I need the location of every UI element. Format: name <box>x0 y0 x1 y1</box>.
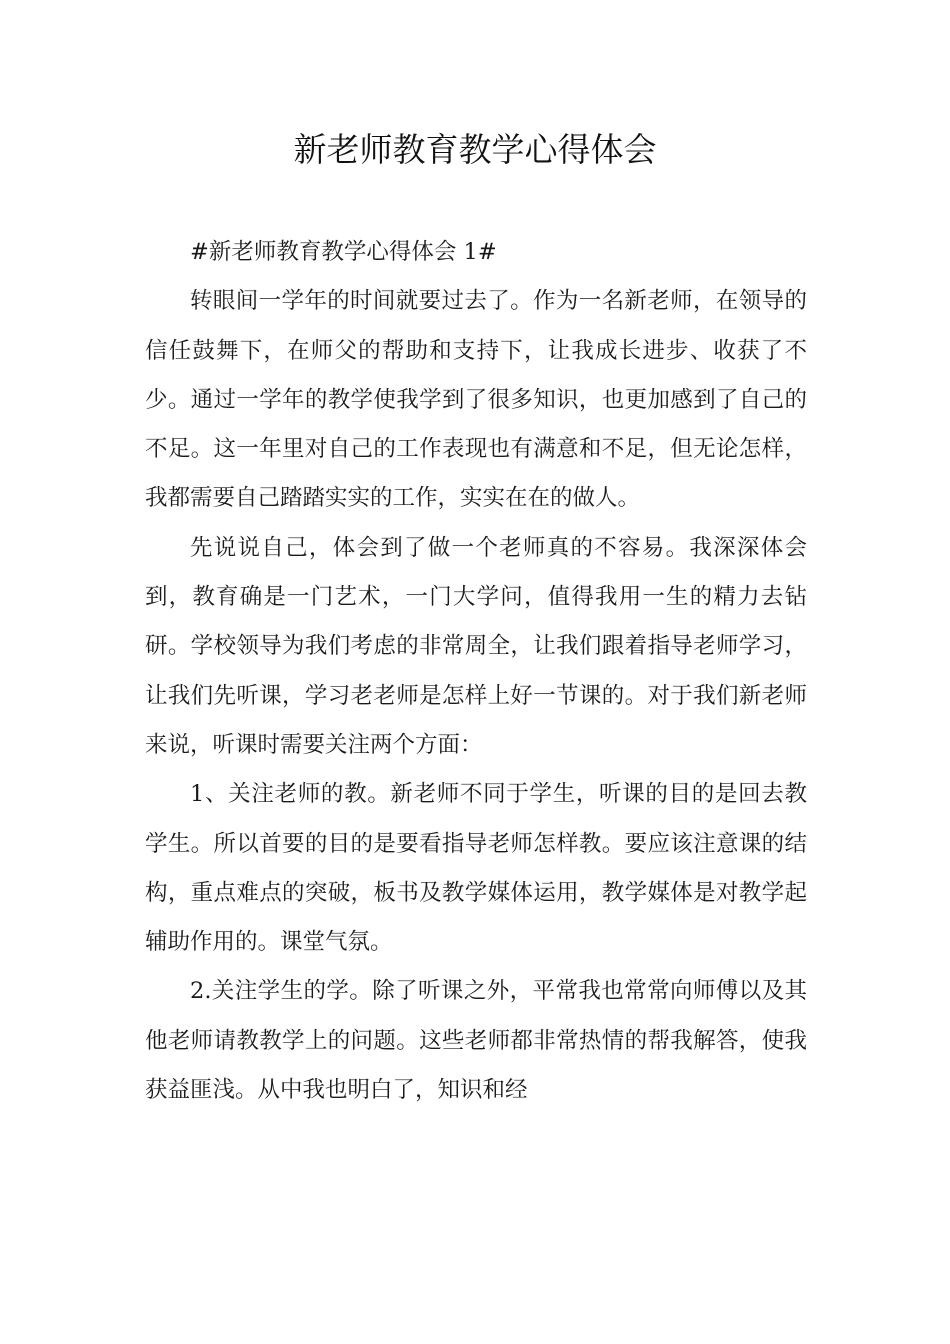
document-title: 新老师教育教学心得体会 <box>293 130 657 169</box>
document-body <box>145 228 807 1115</box>
paragraph-2: 先说说自己，体会到了做一个老师真的不容易。我深深体会到，教育确是一门艺术，一门大学问，值得我用一生的精力去钻研。学校领导为我们考虑的非常周全，让我们跟着指导老师学习，让我们先听课，学习老老师是怎样上好一节课的。对于我们新老师来说，听课时需要关注两个方面： <box>145 534 807 758</box>
paragraph-1: 转眼间一学年的时间就要过去了。作为一名新老师，在领导的信任鼓舞下，在师父的帮助和支持下，让我成长进步、收获了不少。通过一学年的教学使我学到了很多知识，也更加感到了自己的不足。这一年里对自己的工作表现也有满意和不足，但无论怎样，我都需要自己踏踏实实的工作，实实在在的做人。 <box>145 288 807 512</box>
section-heading: #新老师教育教学心得体会 1# <box>190 239 497 265</box>
paragraph-4: 2.关注学生的学。除了听课之外，平常我也常常向师傅以及其他老师请教教学上的问题。这些老师都非常热情的帮我解答，使我获益匪浅。从中我也明白了，知识和经 <box>145 978 807 1104</box>
paragraph-3: 1、关注老师的教。新老师不同于学生，听课的目的是回去教学生。所以首要的目的是要看指导老师怎样教。要应该注意课的结构，重点难点的突破，板书及教学媒体运用，教学媒体是对教学起辅助作用的。课堂气氛。 <box>145 781 807 956</box>
